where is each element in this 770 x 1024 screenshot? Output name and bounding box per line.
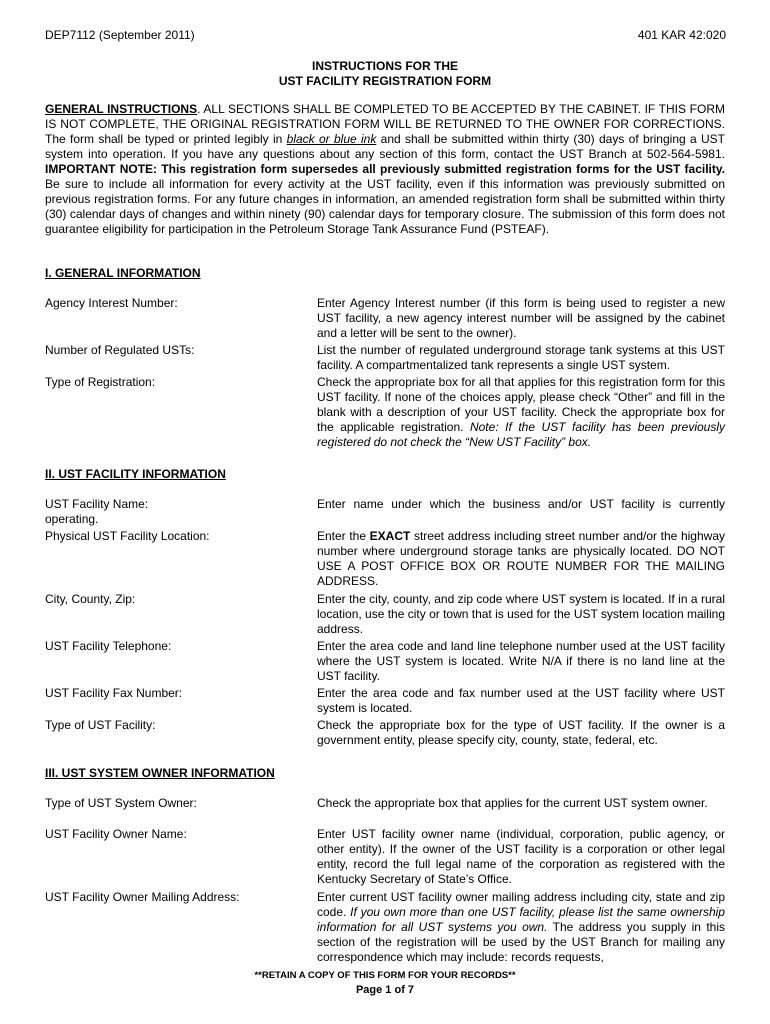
owner-address-italic: If you own more than one UST facility, please list the same ownership information for all UST systems you own. — [317, 905, 725, 934]
field-description-continuation: operating. — [45, 512, 99, 526]
owner-address-text-1: Enter current UST facility owner mailing address including city, state and zip code. — [317, 890, 725, 919]
ink-requirement: black or blue ink — [286, 132, 377, 146]
section-heading-general-information: I. GENERAL INFORMATION — [45, 266, 201, 280]
registration-note: Note: If the UST facility has been previously registered do not check the “New UST Facility” box. — [317, 420, 726, 449]
section-heading-ust-facility-information: II. UST FACILITY INFORMATION — [45, 467, 226, 481]
field-description: Enter the area code and land line telephone number used at the UST facility where the UST system is located. Write N/A if there is no land line at the UST facility. — [317, 639, 725, 683]
field-label: Type of UST System Owner: — [45, 796, 197, 810]
field-label: UST Facility Telephone: — [45, 639, 172, 653]
general-text-2: and shall be submitted within thirty (30) days of bringing a UST system into operation. If you have any questions about any section of this form, contact the UST Branch at 502-564-5981. — [45, 132, 725, 161]
field-description: Enter Agency Interest number (if this form is being used to register a new UST facility, a new agency interest number will be assigned by the cabinet and a letter will be sent to the owner). — [317, 296, 725, 340]
field-label: City, County, Zip: — [45, 592, 136, 606]
location-exact: EXACT — [369, 529, 411, 543]
general-instructions — [45, 102, 725, 237]
form-id: DEP7112 (September 2011) — [45, 28, 195, 42]
document-title-line-2: UST FACILITY REGISTRATION FORM — [278, 74, 492, 88]
field-description: Check the appropriate box for the type of UST facility. If the owner is a government entity, please specify city, county, state, federal, etc. — [317, 718, 725, 747]
retain-copy-note: **RETAIN A COPY OF THIS FORM FOR YOUR RECORDS** — [254, 970, 516, 981]
important-note: IMPORTANT NOTE: This registration form supersedes all previously submitted registration forms for the UST facility. — [45, 162, 725, 176]
field-description: Check the appropriate box that applies for the current UST system owner. — [317, 796, 708, 810]
field-label: Physical UST Facility Location: — [45, 529, 210, 543]
field-description: Enter UST facility owner name (individual, corporation, public agency, or other entity). If the owner of the UST facility is a corporation or other legal entity, record the full legal name of the corporation as registered with the Kentucky Secretary of State’s Office. — [317, 827, 725, 886]
location-text-1: Enter the — [317, 529, 370, 543]
field-label: Number of Regulated USTs: — [45, 343, 195, 357]
general-text-1: . ALL SECTIONS SHALL BE COMPLETED TO BE ACCEPTED BY THE CABINET. IF THIS FORM IS NOT COMPLETE, THE ORIGINAL REGISTRATION FORM WILL BE RETURNED TO THE OWNER FOR CORRECTIONS. The form shall be typed or printed legibly in — [45, 102, 725, 146]
field-description: List the number of regulated underground storage tank systems at this UST facility. A compartmentalized tank represents a single UST system. — [317, 343, 725, 372]
field-label: UST Facility Fax Number: — [45, 686, 183, 700]
regulation-citation: 401 KAR 42:020 — [637, 28, 726, 42]
field-description — [317, 375, 725, 450]
section-heading-ust-system-owner: III. UST SYSTEM OWNER INFORMATION — [45, 766, 275, 780]
field-description — [317, 890, 725, 965]
field-label: UST Facility Owner Name: — [45, 827, 187, 841]
field-label: UST Facility Owner Mailing Address: — [45, 890, 240, 904]
field-label: Type of Registration: — [45, 375, 156, 389]
field-description: Enter the city, county, and zip code where UST system is located. If in a rural location, use the city or town that is used for the UST system location mailing address. — [317, 592, 725, 636]
field-description: Enter the area code and fax number used at the UST facility where UST system is located. — [317, 686, 725, 715]
field-description: Enter name under which the business and/or UST facility is currently — [317, 497, 725, 511]
page-number: Page 1 of 7 — [355, 984, 415, 996]
document-title-line-1: INSTRUCTIONS FOR THE — [312, 59, 458, 73]
field-label: Type of UST Facility: — [45, 718, 156, 732]
field-description — [317, 529, 725, 589]
general-instructions-heading: GENERAL INSTRUCTIONS — [45, 102, 198, 116]
field-label: Agency Interest Number: — [45, 296, 178, 310]
location-text-2: street address including street number and/or the highway number where underground storage tanks are physically located. DO NOT USE A POST OFFICE BOX OR ROUTE NUMBER FOR THE MAILING ADDRESS. — [317, 529, 725, 588]
field-label: UST Facility Name: — [45, 497, 149, 511]
registration-description: Check the appropriate box for all that applies for this registration form for this UST facility. If none of the choices apply, please check “Other” and fill in the blank with a description of your UST facility. Check the appropriate box for the applicable registration. — [317, 375, 725, 434]
general-text-3: Be sure to include all information for every activity at the UST facility, even if this information was previously submitted on previous registration forms. For any future changes in information, an amended registration form shall be submitted within thirty (30) calendar days of changes and within ninety (90) calendar days for temporary closure. The submission of this form does not guarantee eligibility for participation in the Petroleum Storage Tank Assurance Fund (PSTEAF). — [45, 177, 725, 236]
owner-address-text-2: The address you supply in this section of the registration will be used by the UST Branch for mailing any correspondence which may include: records requests, — [317, 920, 725, 964]
